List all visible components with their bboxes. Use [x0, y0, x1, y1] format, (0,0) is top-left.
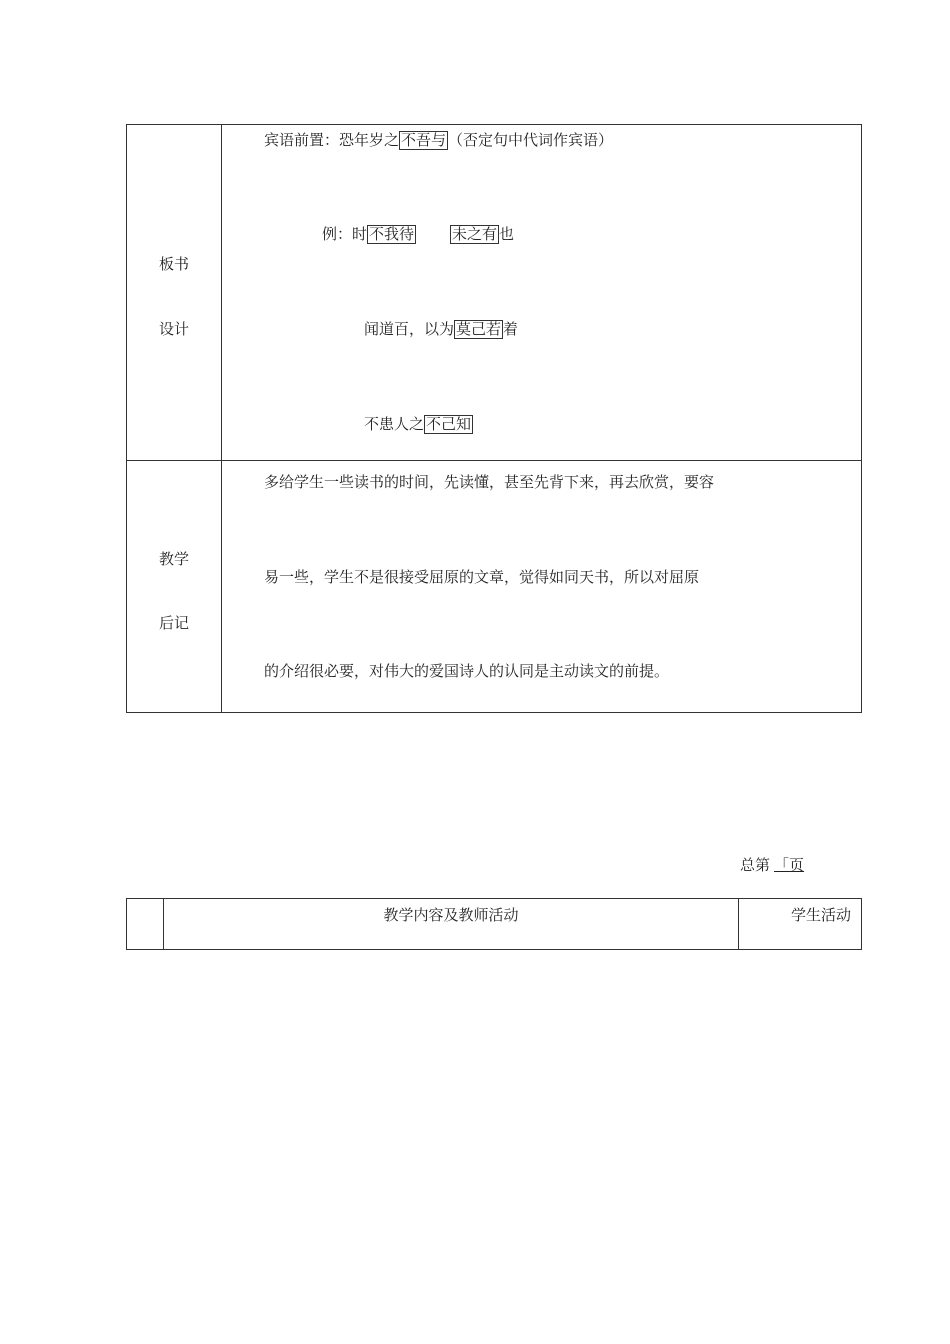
board-line-3-prefix: 闻道百，以为: [364, 320, 455, 338]
board-label-2: 设计: [158, 320, 189, 338]
board-line-1: [264, 129, 613, 150]
boxed-phrase: 不我待: [369, 225, 415, 243]
board-line-2-prefix: 例：时: [322, 225, 368, 243]
boxed-phrase: 不己知: [426, 415, 472, 433]
board-line-1-suffix: （否定句中代词作宾语）: [448, 131, 614, 149]
board-line-3-suffix: 着: [503, 320, 519, 338]
board-line-2-suffix: 也: [499, 225, 515, 243]
boxed-phrase: 莫己若: [456, 320, 502, 338]
notes-label-2: 后记: [158, 614, 189, 632]
notes-line: 易一些，学生不是很接受屈原的文章，觉得如同天书，所以对屈原: [264, 568, 700, 586]
page-counter-blank: 「: [774, 856, 790, 874]
page-counter: [740, 854, 804, 875]
board-line-4-prefix: 不患人之: [364, 415, 425, 433]
notes-line: 多给学生一些读书的时间，先读懂，甚至先背下来，再去欣赏，要容: [264, 473, 715, 491]
header-teaching-content: 教学内容及教师活动: [383, 906, 519, 924]
page-counter-suffix: 页: [789, 856, 805, 874]
board-line-4: [364, 413, 473, 434]
notes-line: 的介绍很必要，对伟大的爱国诗人的认同是主动读文的前提。: [264, 662, 670, 680]
board-line-2: [322, 223, 514, 244]
board-label-1: 板书: [158, 255, 189, 273]
page-counter-prefix: 总第: [740, 856, 771, 874]
board-line-1-prefix: 宾语前置：恐年岁之: [264, 131, 400, 149]
boxed-phrase: 未之有: [452, 225, 498, 243]
notes-label-1: 教学: [158, 550, 189, 568]
boxed-phrase: 不吾与: [401, 131, 447, 149]
board-line-3: [364, 318, 518, 339]
header-student-activity: 学生活动: [790, 906, 851, 924]
